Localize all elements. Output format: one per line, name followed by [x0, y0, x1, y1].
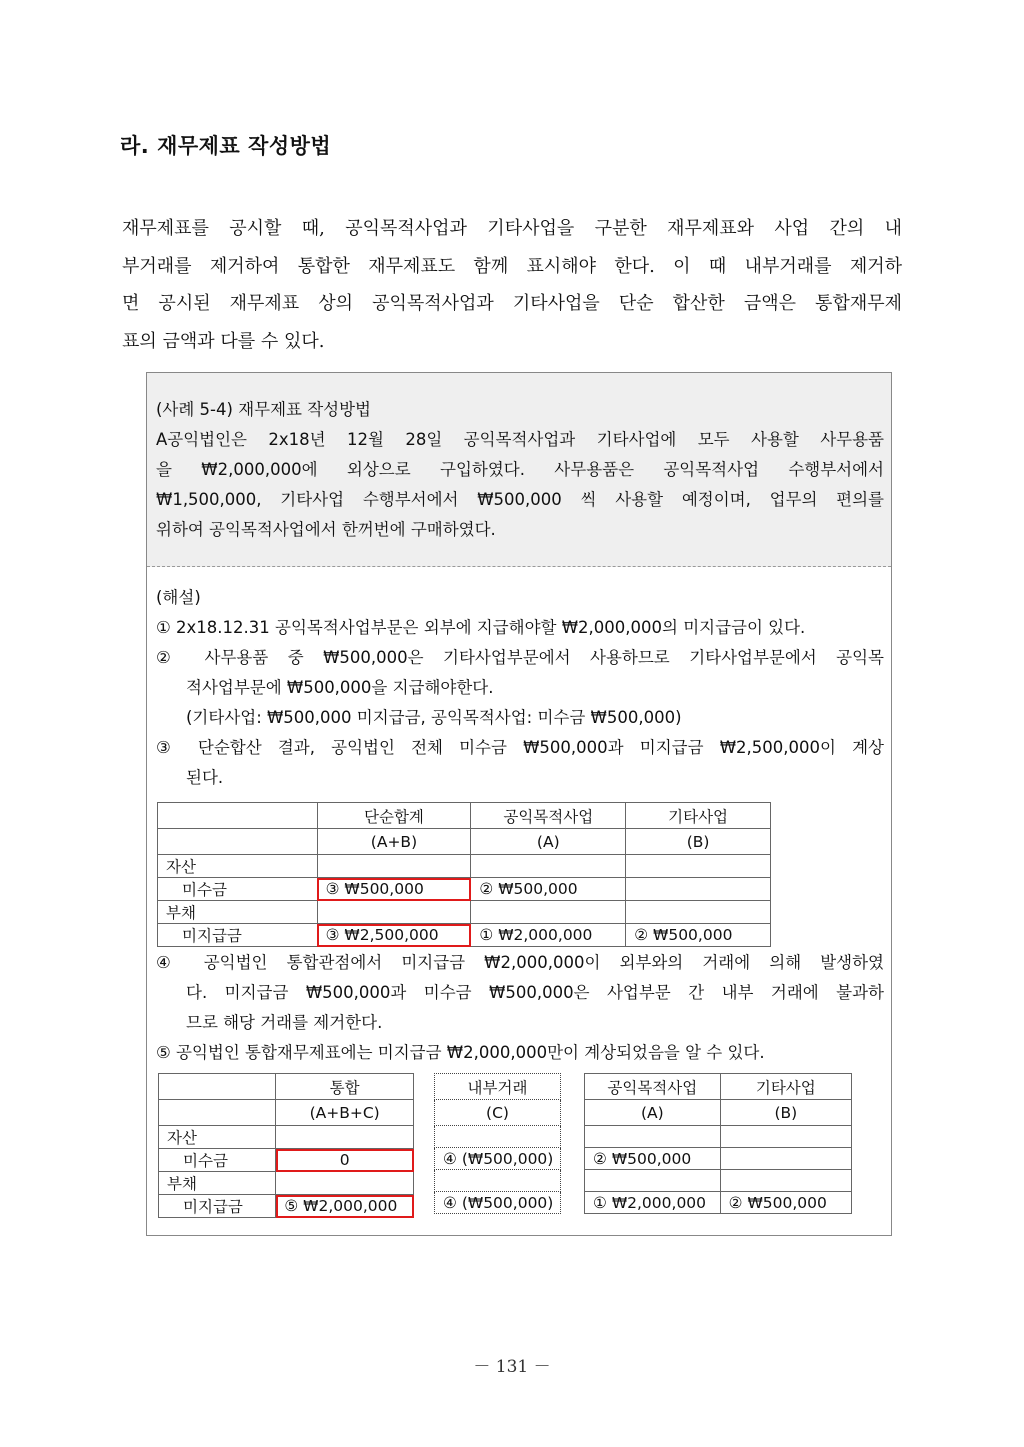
header-consolidated: 통합: [276, 1074, 414, 1100]
intro-line: 재무제표를 공시할 때, 공익목적사업과 기타사업을 구분한 재무제표와 사업 간의 내: [122, 218, 902, 239]
internal-transaction-table: 내부거래 (C) ④ (₩500,000) ④ (₩500,000): [434, 1073, 561, 1214]
explanation-continued: [156, 948, 884, 1068]
highlight-cell: ③ ₩2,500,000: [317, 924, 471, 947]
header-other-business: 기타사업: [720, 1074, 851, 1100]
row-assets: 자산: [159, 1126, 276, 1149]
explanation-item-4-cont: 다. 미지급금 ₩500,000과 미수금 ₩500,000은 사업부문 간 내부 거래에 불과하: [186, 983, 884, 1002]
simple-sum-table: 단순합계 공익목적사업 기타사업 (A+B) (A) (B) 자산 미수금 ③ ₩500,000 ② ₩500,000 부채 미지급금 ③ ₩2,500,000 ① ₩2,000,000 ② ₩500,000: [157, 802, 771, 947]
header-public-business: 공익목적사업: [585, 1074, 721, 1100]
intro-line: 면 공시된 재무제표 상의 공익목적사업과 기타사업을 단순 합산한 금액은 통합재무제: [122, 293, 902, 314]
explanation-item-4: ④ 공익법인 통합관점에서 미지급금 ₩2,000,000이 외부와의 거래에 의해 발생하였: [156, 953, 884, 972]
row-receivable: 미수금: [159, 1149, 276, 1172]
highlight-cell: 0: [276, 1149, 414, 1172]
consolidated-table: 통합 (A+B+C) 자산 미수금 0 부채 미지급금 ⑤ ₩2,000,000: [158, 1073, 414, 1218]
section-heading: 라. 재무제표 작성방법: [120, 134, 332, 158]
case-description: [147, 373, 891, 567]
explanation-item-2-note: (기타사업: ₩500,000 미지급금, 공익목적사업: 미수금 ₩500,000): [186, 708, 682, 727]
row-liabilities: 부채: [159, 1172, 276, 1195]
intro-line: 부거래를 제거하여 통합한 재무제표도 함께 표시해야 한다. 이 때 내부거래를 제거하: [122, 255, 902, 277]
row-payable: 미지급금: [158, 924, 318, 947]
explanation-item-2: ② 사무용품 중 ₩500,000은 기타사업부문에서 사용하므로 기타사업부문에서 공익목: [156, 648, 884, 667]
case-example-box: [146, 372, 892, 1236]
explanation-title: (해설): [156, 588, 201, 607]
row-receivable: 미수금: [158, 878, 318, 901]
intro-line: 표의 금액과 다를 수 있다.: [122, 330, 325, 352]
explanation-item-3: ③ 단순합산 결과, 공익법인 전체 미수금 ₩500,000과 미지급금 ₩2,500,000이 계상: [156, 738, 884, 757]
explanation-item-2-cont: 적사업부문에 ₩500,000을 지급해야한다.: [186, 678, 494, 697]
row-liabilities: 부채: [158, 901, 318, 924]
header-simple-sum: 단순합계: [317, 803, 471, 829]
explanation-item-1: ① 2x18.12.31 공익목적사업부문은 외부에 지급해야할 ₩2,000,000의 미지급금이 있다.: [156, 618, 806, 637]
page-number: － 131 －: [473, 1357, 551, 1377]
highlight-cell: ⑤ ₩2,000,000: [276, 1195, 414, 1218]
header-internal: 내부거래: [435, 1074, 561, 1100]
header-public-business: 공익목적사업: [471, 803, 626, 829]
header-other-business: 기타사업: [626, 803, 771, 829]
intro-paragraph: [122, 210, 902, 360]
case-title: (사례 5-4) 재무제표 작성방법: [156, 400, 371, 419]
explanation-item-5: ⑤ 공익법인 통합재무제표에는 미지급금 ₩2,000,000만이 계상되었음을 알 수 있다.: [156, 1043, 765, 1062]
case-line: 위하여 공익목적사업에서 한꺼번에 구매하였다.: [156, 520, 496, 539]
explanation-item-3-cont: 된다.: [186, 768, 224, 787]
business-segment-table: 공익목적사업 기타사업 (A) (B) ② ₩500,000 ① ₩2,000,000 ② ₩500,000: [584, 1073, 852, 1214]
highlight-cell: ③ ₩500,000: [317, 878, 471, 901]
explanation: [156, 583, 884, 793]
case-line: 을 ₩2,000,000에 외상으로 구입하였다. 사무용품은 공익목적사업 수행부서에서: [156, 460, 884, 479]
explanation-item-4-end: 므로 해당 거래를 제거한다.: [186, 1013, 383, 1032]
row-payable: 미지급금: [159, 1195, 276, 1218]
case-line: A공익법인은 2x18년 12월 28일 공익목적사업과 기타사업에 모두 사용할 사무용품: [156, 430, 884, 449]
row-assets: 자산: [158, 855, 318, 878]
case-line: ₩1,500,000, 기타사업 수행부서에서 ₩500,000 씩 사용할 예정이며, 업무의 편의를: [156, 490, 884, 509]
